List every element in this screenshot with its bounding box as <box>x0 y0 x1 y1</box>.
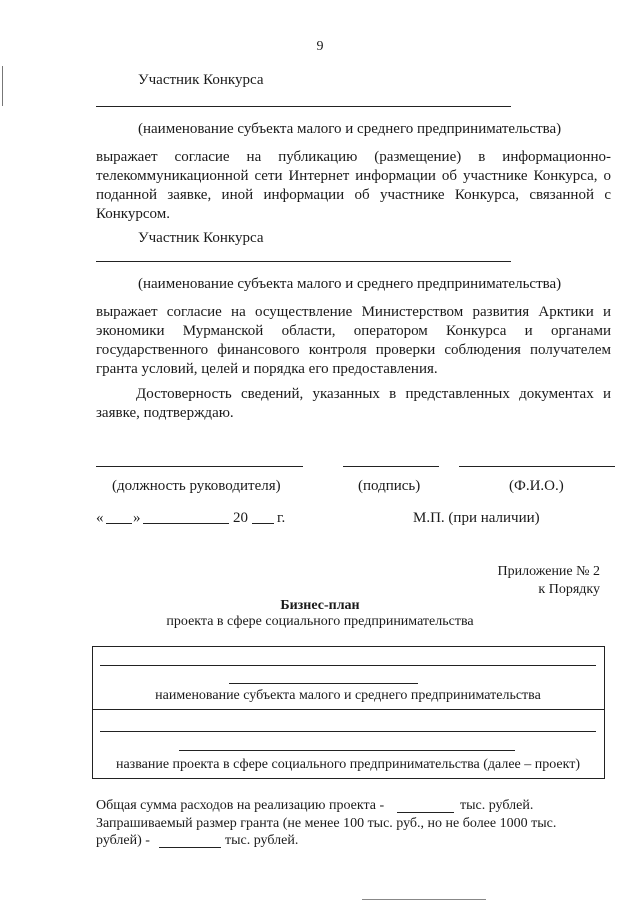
table-row-divider <box>92 709 604 710</box>
appendix-number: Приложение № 2 <box>497 564 600 579</box>
date-year-suffix: г. <box>277 510 286 526</box>
signature-line <box>343 466 439 467</box>
date-year-prefix: 20 <box>233 510 248 526</box>
grant-unit: тыс. рублей. <box>225 833 299 848</box>
stamp-label: М.П. (при наличии) <box>413 510 540 526</box>
project-name-line-2 <box>179 750 515 751</box>
entity-name-line-2 <box>229 683 418 684</box>
confirmation-line-1-wrap <box>136 385 611 404</box>
confirmation-line: Достоверность сведений, указанных в представленных документах и <box>136 386 611 402</box>
paragraph-line: поданной заявке, иной информации об участнике Конкурса, связанной с <box>96 187 611 203</box>
paragraph-line: экономики Мурманской области, оператором Конкурса и органами <box>96 323 611 339</box>
total-expenses-unit: тыс. рублей. <box>460 798 534 813</box>
appendix-reference: к Порядку <box>538 582 600 597</box>
consent-verification-paragraph <box>96 303 611 379</box>
date-day-line <box>106 523 132 524</box>
date-open-quote: « <box>96 510 104 526</box>
business-plan-title: Бизнес-план <box>280 598 360 613</box>
participant-label-1: Участник Конкурса <box>138 72 264 88</box>
total-expenses-label: Общая сумма расходов на реализацию проекта - <box>96 798 385 813</box>
date-year-line <box>252 523 274 524</box>
paragraph-line: гранта условий, целей и порядка его предоставления. <box>96 361 438 377</box>
page-number: 9 <box>316 39 324 54</box>
footnote-separator <box>362 899 486 900</box>
name-line <box>459 466 615 467</box>
grant-request-line: Запрашиваемый размер гранта (не менее 100 тыс. руб., но не более 1000 тыс. <box>96 816 557 831</box>
paragraph-line: государственного финансового контроля проверки соблюдения получателем <box>96 342 611 358</box>
participant-caption-2: (наименование субъекта малого и среднего предпринимательства) <box>138 276 562 292</box>
confirmation-line: заявке, подтверждаю. <box>96 405 234 421</box>
date-close-quote: » <box>133 510 141 526</box>
signature-caption: (подпись) <box>358 478 421 494</box>
paragraph-line: Конкурсом. <box>96 206 170 222</box>
name-caption: (Ф.И.О.) <box>509 478 564 494</box>
date-month-line <box>143 523 229 524</box>
entity-name-caption: наименование субъекта малого и среднего предпринимательства <box>155 688 541 703</box>
scan-margin-mark <box>2 66 3 106</box>
paragraph-line: выражает согласие на публикацию (размещение) в информационно- <box>96 149 611 165</box>
total-expenses-line <box>397 812 454 813</box>
consent-publication-paragraph <box>96 148 611 224</box>
paragraph-line: выражает согласие на осуществление Министерством развития Арктики и <box>96 304 611 320</box>
participant-name-line-1 <box>96 106 511 107</box>
grant-amount-line <box>159 847 221 848</box>
paragraph-line: телекоммуникационной сети Интернет информации об участнике Конкурса, о <box>96 168 611 184</box>
grant-request-prefix: рублей) - <box>96 833 150 848</box>
participant-name-line-2 <box>96 261 511 262</box>
business-plan-subtitle: проекта в сфере социального предпринимательства <box>166 614 474 629</box>
project-name-line-1 <box>100 731 596 732</box>
participant-caption-1: (наименование субъекта малого и среднего предпринимательства) <box>138 121 562 137</box>
position-caption: (должность руководителя) <box>112 478 281 494</box>
project-name-caption: название проекта в сфере социального предпринимательства (далее – проект) <box>115 757 581 772</box>
position-line <box>96 466 303 467</box>
participant-label-2: Участник Конкурса <box>138 230 264 246</box>
entity-name-line-1 <box>100 665 596 666</box>
